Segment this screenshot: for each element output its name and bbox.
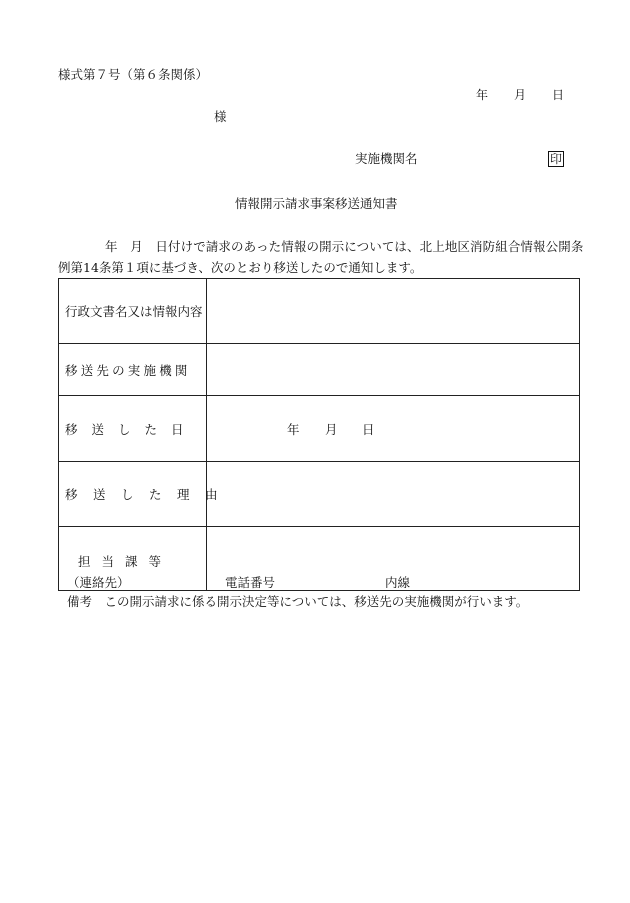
body-text-line-2: 例第14条第１項に基づき、次のとおり移送したので通知します。 — [58, 260, 423, 275]
transfer-date-month: 月 — [325, 421, 338, 437]
row-label-transfer-agency: 移送先の実施機関 — [59, 344, 207, 396]
row-value-transfer-reason[interactable] — [207, 462, 580, 527]
table-row — [59, 279, 580, 344]
document-title: 情報開示請求事案移送通知書 — [235, 196, 398, 211]
remarks: 備考 この開示請求に係る開示決定等については、移送先の実施機関が行います。 — [67, 594, 529, 609]
body-text-line-1: 年 月 日付けで請求のあった情報の開示については、北上地区消防組合情報公開条 — [105, 239, 584, 254]
date-day: 日 — [552, 88, 565, 102]
contact-dept-label: 担当課等 — [78, 554, 173, 569]
date-month: 月 — [514, 88, 527, 102]
transfer-date-year: 年 — [287, 421, 300, 437]
table-row — [59, 396, 580, 462]
row-label-transfer-date: 移送した日 — [59, 396, 207, 462]
table-row — [59, 344, 580, 396]
addressee: 様 — [214, 109, 227, 124]
extension-label: 内線 — [385, 575, 411, 590]
row-label-transfer-reason: 移送した理由 — [59, 462, 207, 527]
row-label-contact — [59, 527, 207, 591]
date-year: 年 — [476, 88, 489, 102]
agency-name-label: 実施機関名 — [355, 151, 418, 166]
phone-number-label: 電話番号 — [225, 575, 276, 590]
row-value-document[interactable] — [207, 279, 580, 344]
table-row — [59, 527, 580, 591]
row-label-document: 行政文書名又は情報内容 — [59, 279, 207, 344]
form-number: 様式第７号（第６条関係） — [58, 67, 209, 82]
table-row — [59, 462, 580, 527]
row-value-transfer-agency[interactable] — [207, 344, 580, 396]
row-value-contact[interactable] — [207, 527, 580, 591]
notice-table — [58, 278, 580, 591]
contact-sublabel: （連絡先） — [67, 575, 130, 590]
row-value-transfer-date[interactable] — [207, 396, 580, 462]
transfer-date-day: 日 — [362, 421, 375, 437]
seal-mark: 印 — [550, 152, 563, 166]
